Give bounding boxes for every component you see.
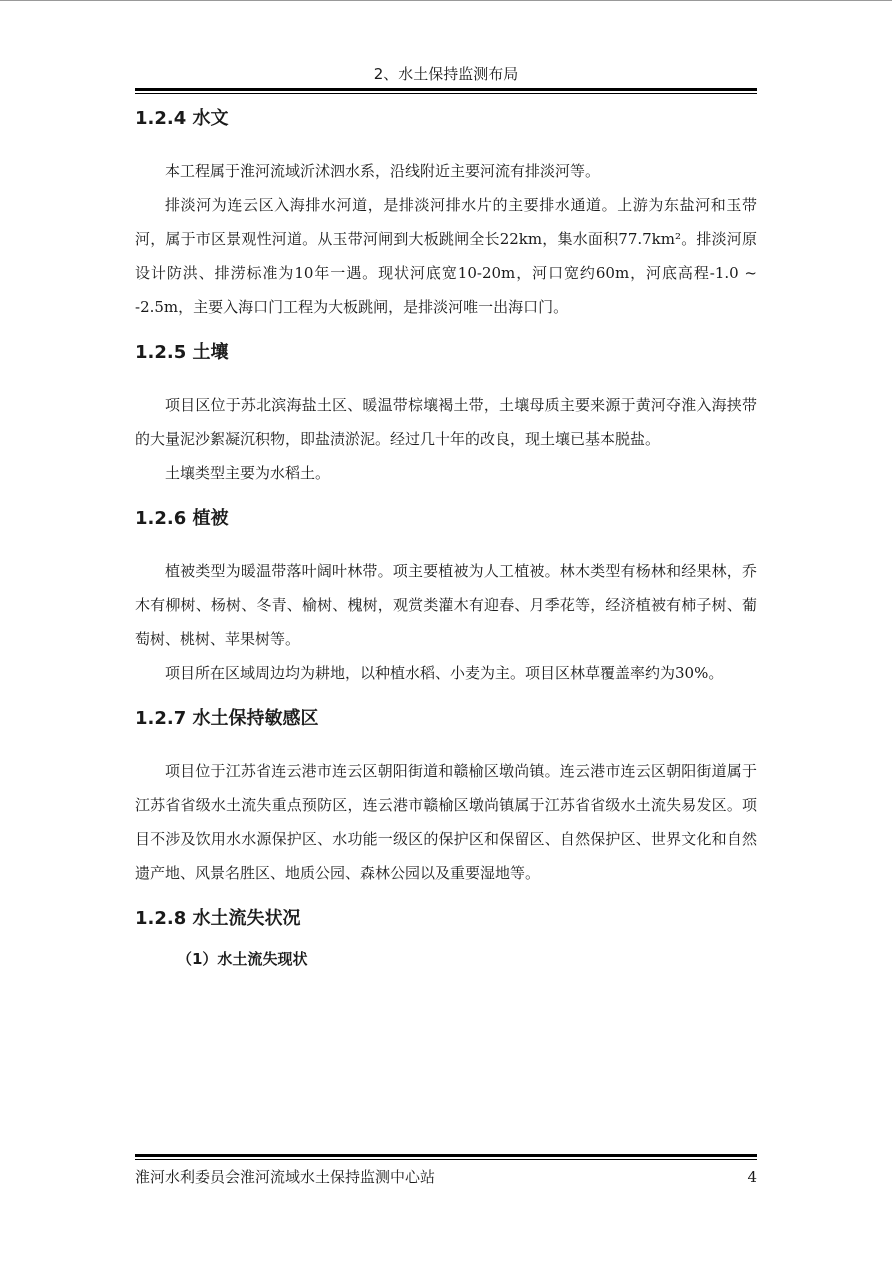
section-heading-vegetation: 1.2.6 植被: [135, 508, 229, 529]
running-header-title: 2、水土保持监测布局: [373, 65, 519, 83]
page-content: [135, 104, 757, 974]
section-heading-soil-erosion: 1.2.8 水土流失状况: [135, 908, 301, 929]
soil-paragraph-2: 土壤类型主要为水稻土。: [165, 464, 331, 482]
footer-rule-thin: [135, 1159, 757, 1160]
header-rule-thin: [135, 93, 757, 94]
section-heading-hydrology: 1.2.4 水文: [135, 108, 229, 129]
footer-organization: 淮河水利委员会淮河流域水土保持监测中心站: [135, 1168, 436, 1186]
section-heading-sensitive-area: 1.2.7 水土保持敏感区: [135, 708, 319, 729]
subheading-erosion-status: （1）水土流失现状: [177, 950, 308, 968]
vegetation-paragraph-1: 植被类型为暖温带落叶阔叶林带。项主要植被为人工植被。林木类型有杨林和经果林，乔木有柳树、杨树、冬青、榆树、槐树，观赏类灌木有迎春、月季花等，经济植被有柿子树、葡萄树、桃树、苹果树等。: [135, 562, 757, 648]
vegetation-paragraph-2: 项目所在区域周边均为耕地，以种植水稻、小麦为主。项目区林草覆盖率约为30%。: [165, 664, 724, 682]
footer-rule-thick: [135, 1154, 757, 1157]
sensitive-area-paragraph-1: 项目位于江苏省连云港市连云区朝阳街道和赣榆区墩尚镇。连云港市连云区朝阳街道属于江苏省省级水土流失重点预防区，连云港市赣榆区墩尚镇属于江苏省省级水土流失易发区。项目不涉及饮用水水源保护区、水功能一级区的保护区和保留区、自然保护区、世界文化和自然遗产地、风景名胜区、地质公园、森林公园以及重要湿地等。: [135, 762, 757, 882]
page-top-border: [0, 0, 892, 1]
page-number: 4: [747, 1168, 757, 1186]
soil-paragraph-1: 项目区位于苏北滨海盐土区、暖温带棕壤褐土带，土壤母质主要来源于黄河夺淮入海挟带的大量泥沙絮凝沉积物，即盐渍淤泥。经过几十年的改良，现土壤已基本脱盐。: [135, 396, 757, 448]
hydrology-paragraph-1: 本工程属于淮河流域沂沭泗水系，沿线附近主要河流有排淡河等。: [165, 162, 601, 180]
section-heading-soil: 1.2.5 土壤: [135, 342, 229, 363]
hydrology-paragraph-2: 排淡河为连云区入海排水河道，是排淡河排水片的主要排水通道。上游为东盐河和玉带河，属于市区景观性河道。从玉带河闸到大板跳闸全长22km，集水面积77.7km²。排淡河原设计防洪、排涝标准为10年一遇。现状河底宽10-20m，河口宽约60m，河底高程-1.0 ~ -2.5m，主要入海口门工程为大板跳闸，是排淡河唯一出海口门。: [135, 196, 757, 316]
header-rule-thick: [135, 88, 757, 91]
